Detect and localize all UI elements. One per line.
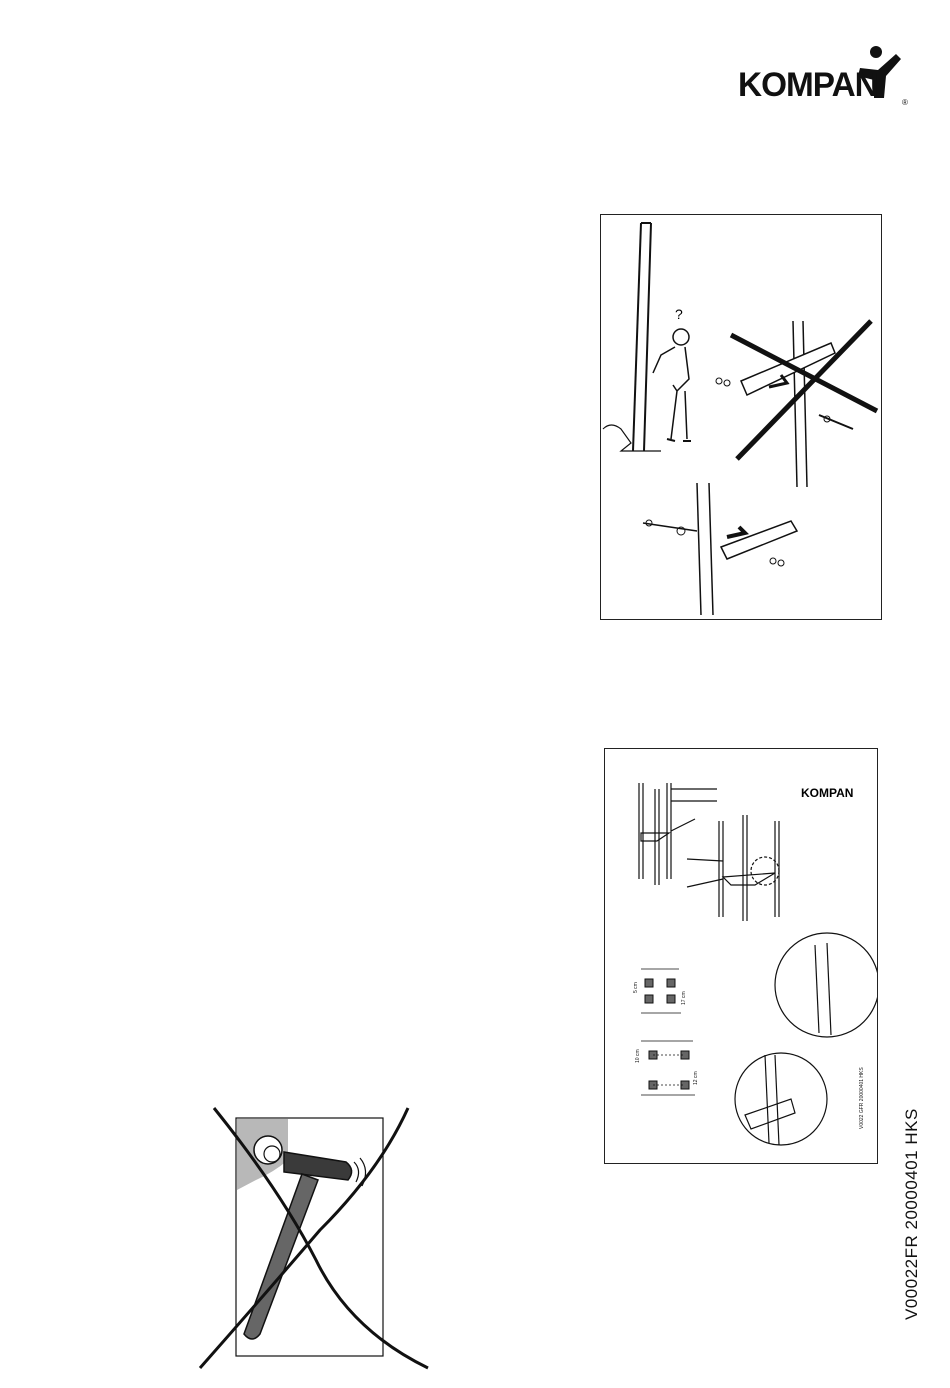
- no-hammer-illustration: [190, 1100, 440, 1380]
- frame-reference-illustration: [605, 749, 877, 1163]
- dim-d-label: 12 cm: [693, 1071, 699, 1085]
- no-hammer-warning: [190, 1100, 440, 1380]
- question-mark: ?: [675, 306, 683, 322]
- document-code: V00022FR 20000401 HKS: [902, 1108, 921, 1320]
- panel-brand-name: KOMPAN: [801, 786, 854, 800]
- frame-reference-panel: [604, 748, 878, 1164]
- dim-a-label: 5 cm: [633, 982, 639, 993]
- brand-name: KOMPAN: [738, 66, 878, 104]
- panel-footer-code: V0022 GFR 20000401 HKS: [859, 1067, 865, 1129]
- post-assembly-illustration: [601, 215, 881, 619]
- registered-mark: ®: [902, 98, 908, 107]
- kompan-logo: [738, 40, 920, 112]
- dim-c-label: 10 cm: [635, 1049, 641, 1063]
- dim-b-label: 17 cm: [681, 991, 687, 1005]
- post-assembly-panel: [600, 214, 882, 620]
